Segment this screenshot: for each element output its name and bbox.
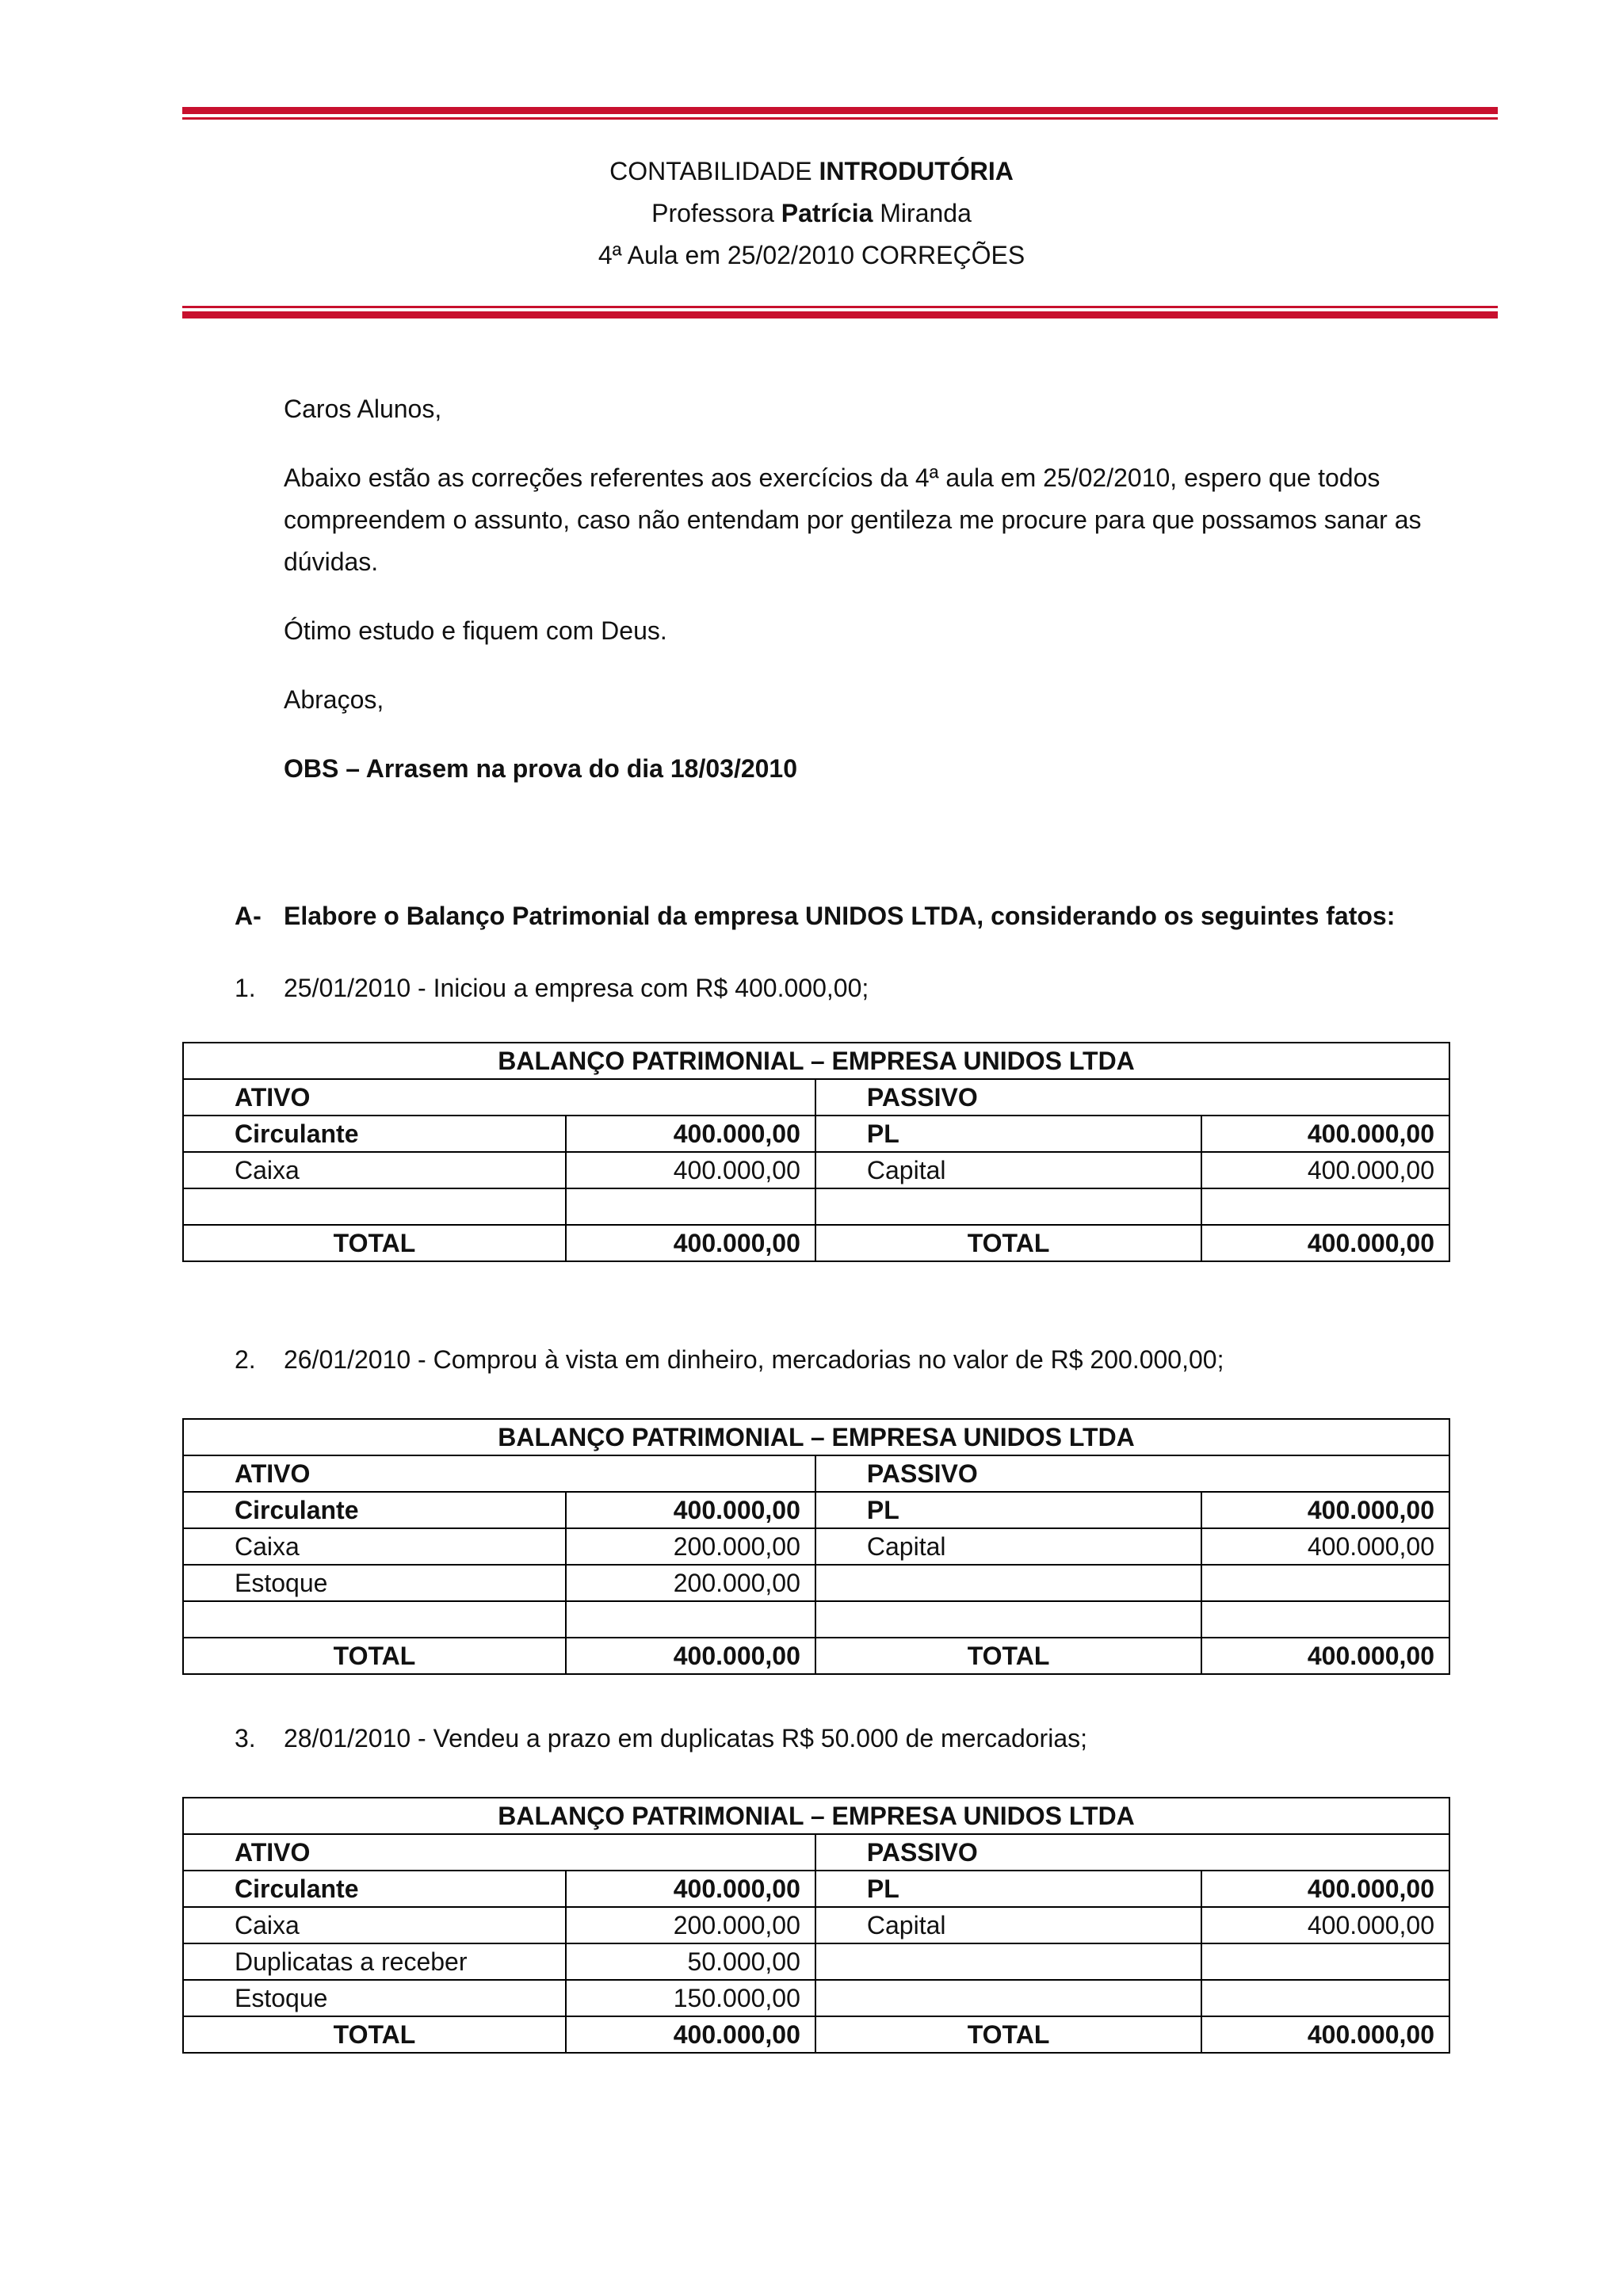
balance-table-1 [182,1042,1450,1262]
table-row: Caixa 200.000,00 Capital 400.000,00 [183,1907,1449,1943]
total-ativo-label: TOTAL [183,1225,566,1261]
table-title: BALANÇO PATRIMONIAL – EMPRESA UNIDOS LTDA [183,1798,1449,1834]
lesson-line: 4ª Aula em 25/02/2010 CORREÇÕES [598,241,1025,269]
table-row: Duplicatas a receber 50.000,00 [183,1943,1449,1980]
passivo-header: PASSIVO [815,1834,1449,1871]
total-passivo-value: 400.000,00 [1201,2016,1449,2053]
total-ativo-value: 400.000,00 [566,1638,815,1674]
table-row: Caixa 400.000,00 Capital 400.000,00 [183,1152,1449,1188]
table-row: Estoque 200.000,00 [183,1565,1449,1601]
total-ativo-label: TOTAL [183,1638,566,1674]
ativo-header: ATIVO [183,1455,815,1492]
pl-label: PL [815,1492,1201,1528]
header-top-rule [182,107,1498,120]
exercise-title: Elabore o Balanço Patrimonial da empresa UNIDOS LTDA, considerando os seguintes fatos: [284,902,1396,930]
balance-table-3 [182,1797,1450,2054]
passivo-header: PASSIVO [815,1455,1449,1492]
circulante-value: 400.000,00 [566,1871,815,1907]
total-passivo-value: 400.000,00 [1201,1225,1449,1261]
circulante-value: 400.000,00 [566,1116,815,1152]
pl-value: 400.000,00 [1201,1871,1449,1907]
total-ativo-value: 400.000,00 [566,2016,815,2053]
intro-paragraph: Abaixo estão as correções referentes aos exercícios da 4ª aula em 25/02/2010, espero que todos compreendem o assunto, caso não entendam por gentileza me procure para que possamos sanar as dúvidas. [284,463,1422,576]
table-row [183,1601,1449,1638]
professor-line: Professora Patrícia Miranda [651,199,972,227]
obs-note: OBS – Arrasem na prova do dia 18/03/2010 [284,754,798,783]
table-row: Estoque 150.000,00 [183,1980,1449,2016]
document-header [0,151,1623,277]
table-title: BALANÇO PATRIMONIAL – EMPRESA UNIDOS LTDA [183,1043,1449,1079]
circulante-value: 400.000,00 [566,1492,815,1528]
greeting: Caros Alunos, [284,395,442,423]
closing-regards: Abraços, [284,685,384,714]
pl-label: PL [815,1116,1201,1152]
course-title: CONTABILIDADE INTRODUTÓRIA [609,157,1014,185]
total-passivo-label: TOTAL [815,2016,1201,2053]
total-passivo-label: TOTAL [815,1638,1201,1674]
table-title: BALANÇO PATRIMONIAL – EMPRESA UNIDOS LTDA [183,1419,1449,1455]
circulante-label: Circulante [183,1116,566,1152]
table-row: Caixa 200.000,00 Capital 400.000,00 [183,1528,1449,1565]
passivo-header: PASSIVO [815,1079,1449,1116]
pl-label: PL [815,1871,1201,1907]
circulante-label: Circulante [183,1492,566,1528]
table-row [183,1188,1449,1225]
total-passivo-value: 400.000,00 [1201,1638,1449,1674]
total-ativo-value: 400.000,00 [566,1225,815,1261]
total-ativo-label: TOTAL [183,2016,566,2053]
letter-body [284,388,1472,790]
closing-wish: Ótimo estudo e fiquem com Deus. [284,616,667,645]
ativo-header: ATIVO [183,1079,815,1116]
total-passivo-label: TOTAL [815,1225,1201,1261]
balance-table-2 [182,1418,1450,1675]
circulante-label: Circulante [183,1871,566,1907]
exercise-label: A- [235,902,262,930]
ativo-header: ATIVO [183,1834,815,1871]
pl-value: 400.000,00 [1201,1116,1449,1152]
pl-value: 400.000,00 [1201,1492,1449,1528]
header-bottom-rule [182,306,1498,318]
